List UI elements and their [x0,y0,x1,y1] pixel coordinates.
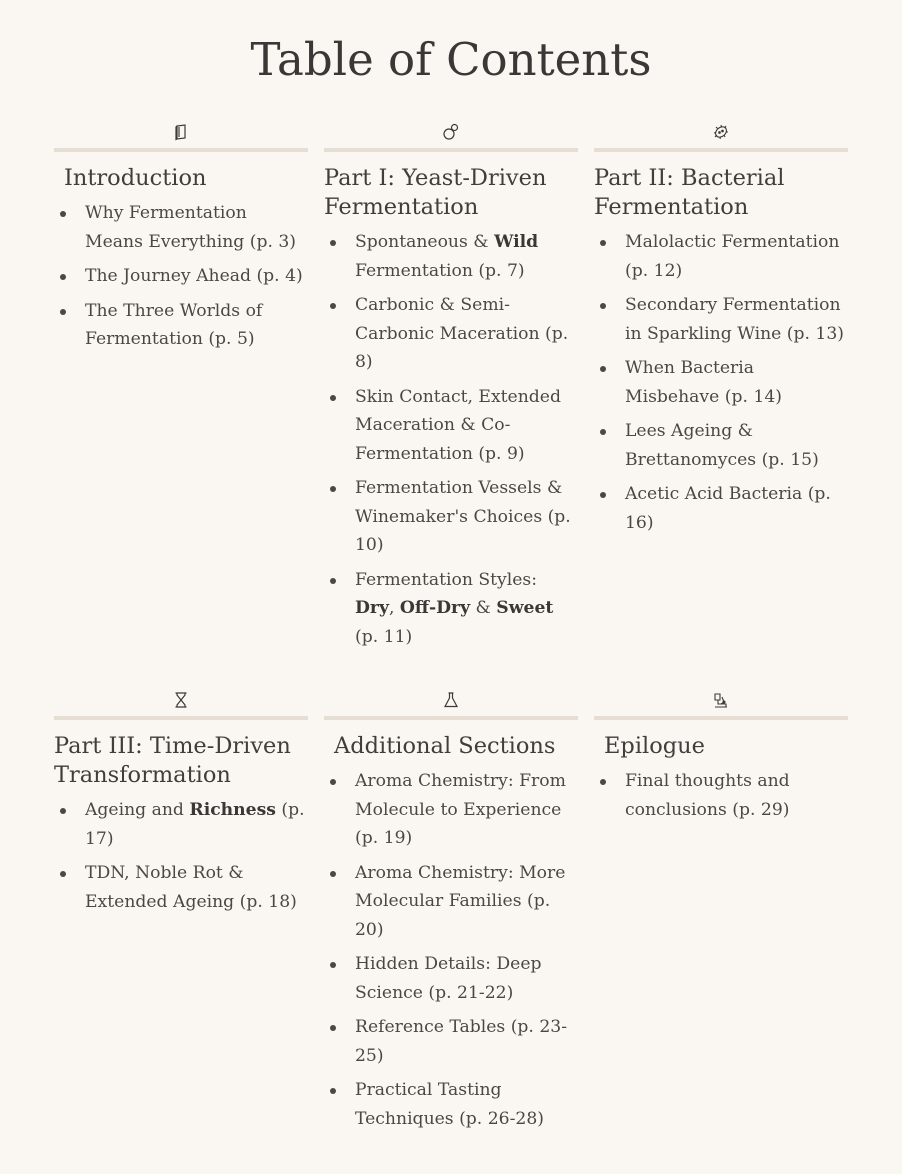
section-divider [54,716,308,720]
section-divider [594,716,848,720]
emphasized-text: Off-Dry [399,598,471,618]
flask-icon [324,688,578,712]
entry-text: Why Fermentation Means Everything (p. 3) [85,203,297,252]
entry-text: Ageing and [85,800,190,820]
section-heading: Additional Sections [334,733,556,759]
book-icon [54,120,308,144]
toc-entry[interactable] [594,291,848,348]
entry-text: Practical Tasting Techniques (p. 26-28) [355,1080,544,1129]
toc-entry[interactable] [324,950,578,1007]
section-item-list [324,767,578,1133]
emphasized-text: Wild [494,232,539,252]
entry-text: Spontaneous & [355,232,495,252]
section-epilogue [594,688,848,830]
entry-text: Acetic Acid Bacteria (p. 16) [625,484,831,533]
entry-text: , [388,598,400,618]
section-introduction [54,120,308,360]
toc-entry[interactable] [594,228,848,285]
toc-entry[interactable] [594,417,848,474]
entry-text: Fermentation Vessels & Winemaker's Choices (p. 10) [355,478,571,555]
entry-text: When Bacteria Misbehave (p. 14) [625,358,782,407]
entry-text: Reference Tables (p. 23-25) [355,1017,568,1066]
section-item-list [54,796,308,916]
section-item-list [594,228,848,537]
entry-text: Fermentation (p. 7) [355,260,525,281]
hourglass-icon [54,688,308,712]
toc-entry[interactable] [54,262,308,291]
entry-text: Final thoughts and conclusions (p. 29) [625,771,790,820]
section-part-iii [54,688,308,922]
section-heading: Part III: Time-Driven Transformation [54,733,291,788]
section-part-ii [594,120,848,543]
entry-text: Skin Contact, Extended Maceration & Co-Fermentation (p. 9) [355,386,561,464]
emphasized-text: Sweet [496,598,554,618]
entry-text: The Three Worlds of Fermentation (p. 5) [85,300,263,349]
section-part-i [324,120,578,657]
entry-text: TDN, Noble Rot & Extended Ageing (p. 18) [85,863,297,912]
section-additional [324,688,578,1139]
section-heading: Part I: Yeast-Driven Fermentation [324,165,547,220]
section-divider [594,148,848,152]
entry-text: Hidden Details: Deep Science (p. 21-22) [355,954,542,1003]
entry-text: & [470,598,497,618]
toc-entry[interactable] [54,199,308,256]
emphasized-text: Richness [189,800,276,820]
toc-entry[interactable] [594,354,848,411]
entry-text: Carbonic & Semi-Carbonic Maceration (p. 8) [355,295,569,372]
section-divider [324,148,578,152]
section-heading: Introduction [64,165,207,191]
toc-entry[interactable] [324,1013,578,1070]
toc-entry[interactable] [324,383,578,469]
entry-text: (p. 11) [355,626,413,647]
page-title: Table of Contents [250,33,652,86]
entry-text: Aroma Chemistry: From Molecule to Experience (p. 19) [355,771,566,848]
section-divider [54,148,308,152]
section-item-list [54,199,308,354]
toc-entry[interactable] [54,859,308,916]
entry-text: Aroma Chemistry: More Molecular Families (p. 20) [355,862,566,940]
toc-entry[interactable] [324,228,578,285]
bacteria-icon [594,120,848,144]
entry-text: Secondary Fermentation in Sparkling Wine (p. 13) [625,295,844,344]
microscope-icon [594,688,848,712]
entry-text: (p. 17) [85,800,305,849]
entry-text: Malolactic Fermentation (p. 12) [625,232,840,281]
toc-entry[interactable] [324,291,578,377]
toc-entry[interactable] [324,767,578,853]
toc-entry[interactable] [324,859,578,945]
section-heading: Part II: Bacterial Fermentation [594,165,785,220]
toc-entry[interactable] [594,767,848,824]
entry-text: Fermentation Styles: [355,569,538,590]
toc-entry[interactable] [324,474,578,560]
section-heading: Epilogue [604,733,705,759]
toc-entry[interactable] [594,480,848,537]
entry-text: Lees Ageing & Brettanomyces (p. 15) [625,421,819,470]
yeast-icon [324,120,578,144]
toc-entry[interactable] [324,566,578,652]
emphasized-text: Dry [355,598,389,618]
toc-entry[interactable] [54,796,308,853]
section-item-list [594,767,848,824]
toc-entry[interactable] [54,297,308,354]
section-item-list [324,228,578,651]
entry-text: The Journey Ahead (p. 4) [85,266,303,286]
toc-entry[interactable] [324,1076,578,1133]
section-divider [324,716,578,720]
